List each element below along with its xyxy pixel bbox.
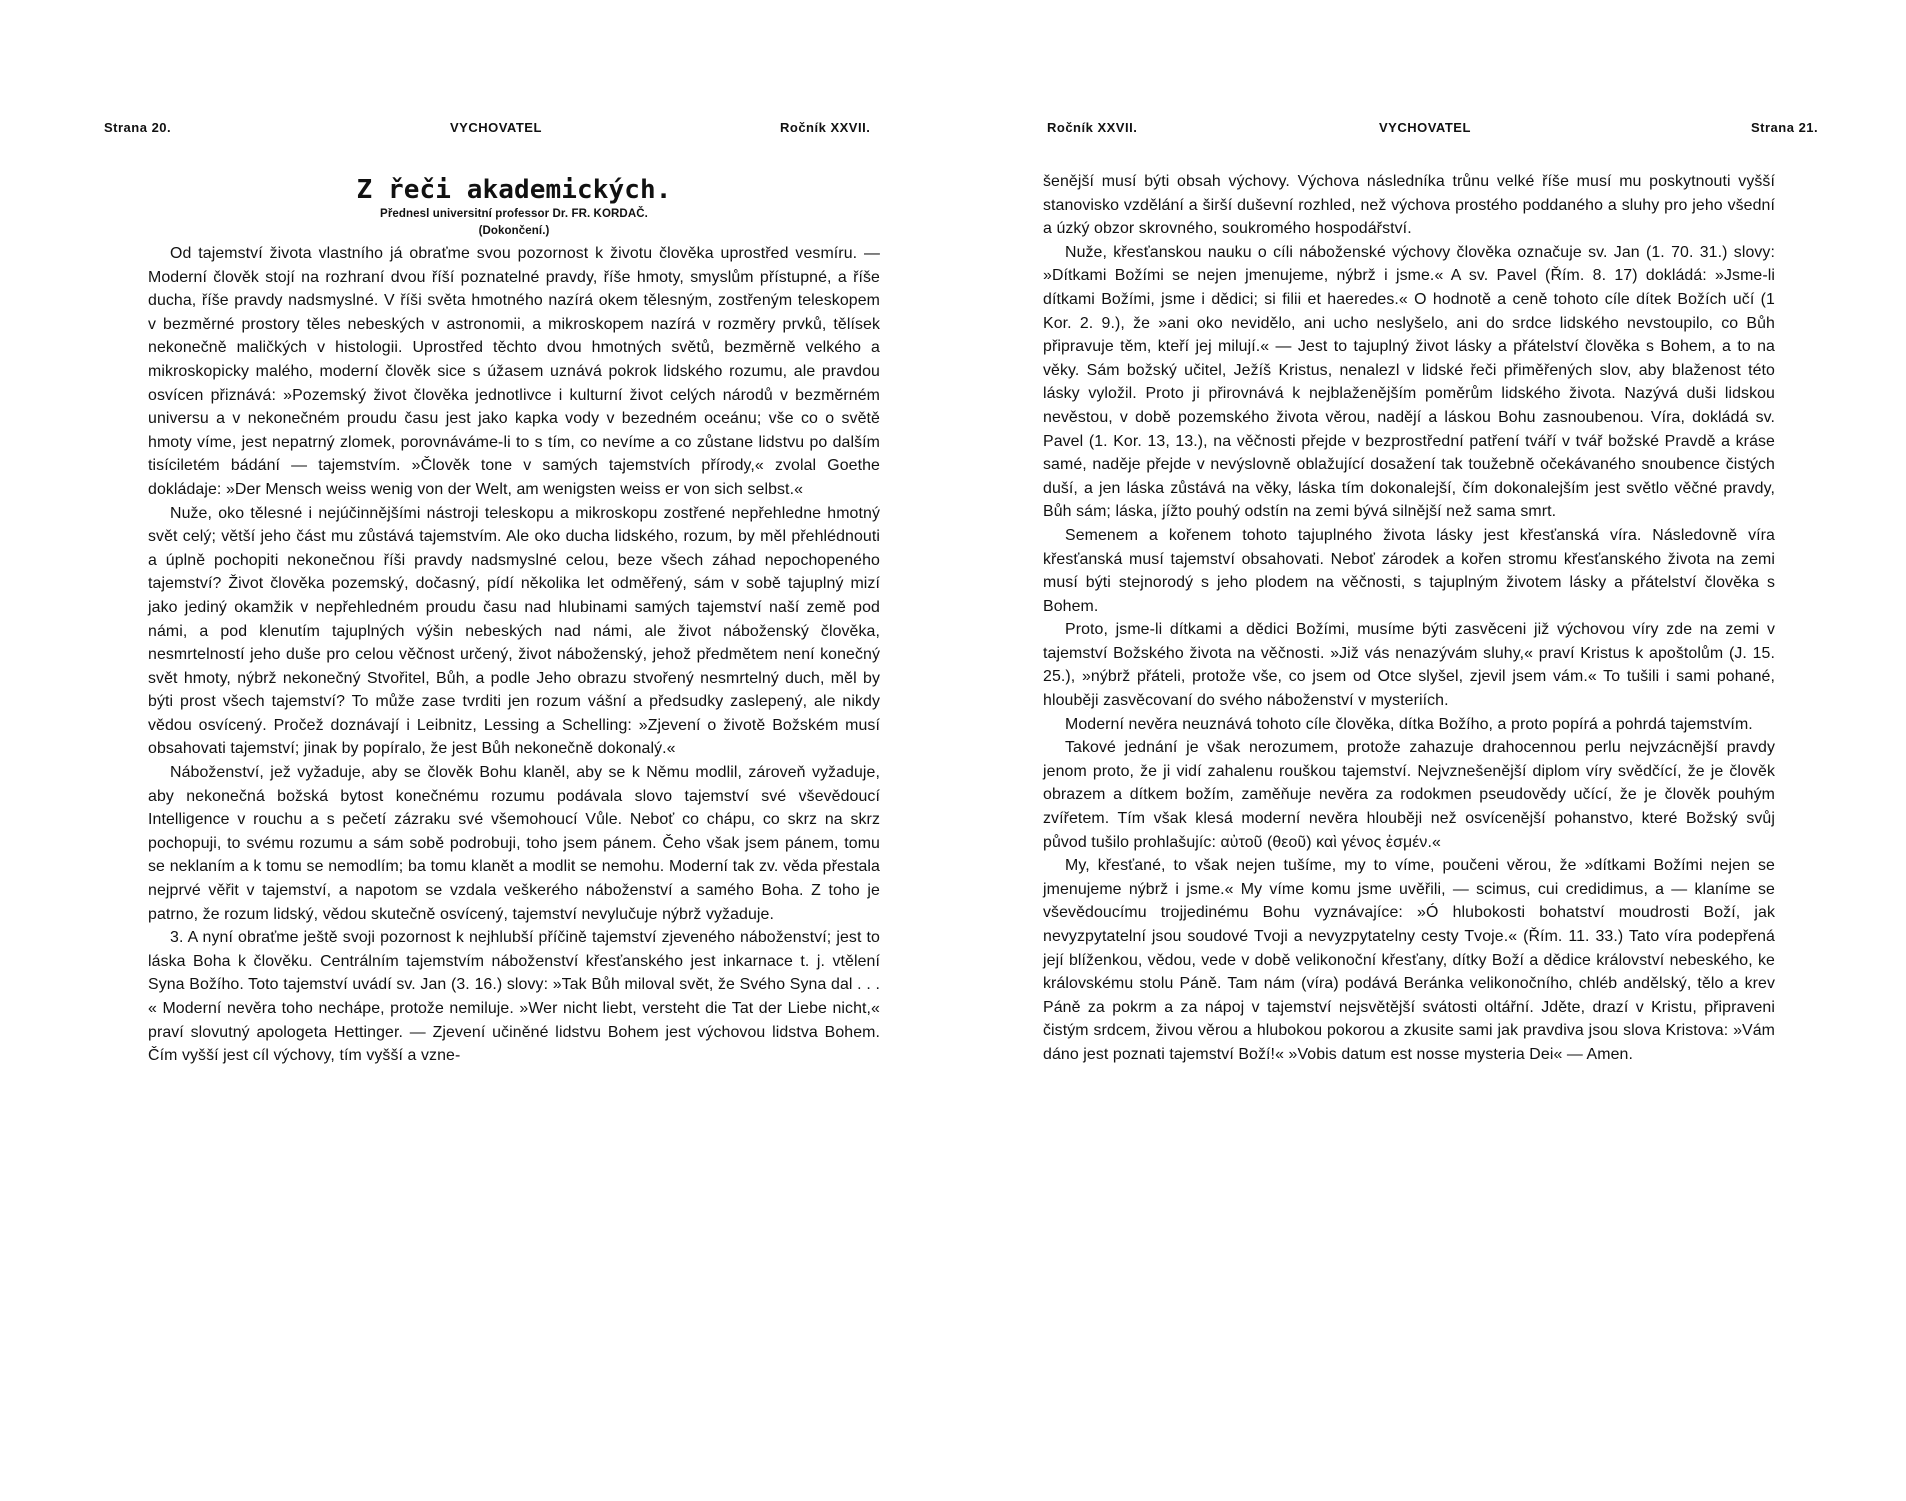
journal-title: VYCHOVATEL [1379,120,1471,135]
page-number: Strana 20. [104,120,172,135]
paragraph: šenější musí býti obsah výchovy. Výchova následníka trůnu velké říše musí mu poskytnouti vyšší stanovisko vzdělání a širší duševní rozhled, než výchova prostého poddaného a sluhy pro jeho všední a úzký obzor skrovného, soukromého hospodářství. [1043,173,1775,238]
article-byline: Přednesl universitní professor Dr. FR. KORDAČ. [380,208,648,220]
paragraph: My, křesťané, to však nejen tušíme, my to víme, poučeni věrou, že »dítkami Božími nejen se jmenujeme nýbrž i jsme.« My víme komu jsme uvěřili, — scimus, cui credidimus, a — klaníme se vševědoucímu trojjedinému Bohu vyznávajíce: »Ó hlubokosti bohatství moudrosti Boží, jak nevyzpytatelní jsou soudové Tvoji a nevyzpytatelny cesty Tvoje.« (Řím. 11. 33.) Tato víra podepřená její blíženkou, vědou, vede v době velikonoční křesťany, dítky Boží a dědice království nebeského, ke královskému stolu Páně. Tam nám (víra) podává Beránka velikonočního, chléb andělský, tělo a krev Páně za pokrm a za nápoj v tajemství nejsvětější svátosti oltářní. Jděte, drazí v Kristu, připraveni čistým srdcem, živou věrou a hlubokou pokorou a zkusite sami jak pravdiva jsou slova Kristova: »Vám dáno jest poznati tajemství Boží!« »Vobis datum est nosse mysteria Dei« — Amen. [1043,857,1775,1063]
right-page [953,0,1906,1501]
article-title: Z řeči akademických. [356,175,672,205]
paragraph: Semenem a kořenem tohoto tajuplného života lásky jest křesťanská víra. Následovně víra křesťanská musí tajemství obsahovati. Neboť zárodek a kořen stromu křesťanského života na zemi musí býti stejnorodý s jeho plodem na věčnosti, s tajuplným životem lásky a přátelství člověka s Bohem. [1043,526,1775,615]
left-column [148,170,880,1068]
volume-label: Ročník XXVII. [1047,120,1138,135]
journal-title: VYCHOVATEL [450,120,542,135]
volume-label: Ročník XXVII. [780,120,871,135]
paragraph: Náboženství, jež vyžaduje, aby se člověk Bohu klaněl, aby se k Němu modlil, zároveň vyžaduje, aby nekonečná božská bytost konečnému rozumu podávala slovo tajemství své vševědoucí Intelligence v rouchu a s pečetí zázraku své všemohoucí Vůle. Neboť co chápu, co skrz na skrz pochopuji, to svému rozumu a sám sobě podrobuji, toho jsem pánem. Čeho však jsem pánem, tomu se neklaním a k tomu se nemodlím; ba tomu klanět a modlit se nemohu. Moderní tak zv. věda přestala nejprvé věřit v tajemství, a napotom se vzdala veškerého náboženství a samého Boha. Z toho je patrno, že rozum lidský, vědou skutečně osvícený, tajemství nevylučuje nýbrž vyžaduje. [148,764,880,923]
right-column [1043,170,1775,1067]
paragraph: Nuže, křesťanskou nauku o cíli náboženské výchovy člověka označuje sv. Jan (1. 70. 31.) slovy: »Dítkami Božími se nejen jmenujeme, nýbrž i jsme.« A sv. Pavel (Řím. 8. 17) dokládá: »Jsme-li dítkami Božími, jsme i dědici; si filii et haeredes.« O hodnotě a ceně tohoto cíle dítek Božích učí (1 Kor. 2. 9.), že »ani oko nevidělo, ani ucho neslyšelo, ani do srdce lidského nevstoupilo, co Bůh připravuje těm, kteří jej milují.« — Jest to tajuplný život lásky a přátelství člověka s Bohem, a to na věky. Sám božský učitel, Ježíš Kristus, nenalezl v lidské řeči přiměřených slov, aby blaženost této lásky vyložil. Proto ji přirovnává k nejblaženějším poměrům lidského života. Nazývá duši lidskou nevěstou, v době pozemského života věrou, nadějí a láskou Bohu zasnoubenou. Víra, dokládá sv. Pavel (1. Kor. 13, 13.), na věčnosti přejde v bezprostřední patření tváří v tvář božské Pravdě a kráse samé, naděje přejde v nevýslovně oblažující dosažení tak toužebně očekávaného snoubence čistých duší, a jen láska zůstává na věky, láska tím dokonalejší, čím dokonalejším jest světlo věčné pravdy, Bůh sám; láska, jížto pouhý odstín na zemi bývá silnější než sama smrt. [1043,243,1775,521]
paragraph: Takové jednání je však nerozumem, protože zahazuje drahocennou perlu nejvzácnější pravdy jenom proto, že ji vidí zahalenu rouškou tajemství. Nejvznešenější diplom víry svědčící, že je člověk obrazem a dítkem božím, zaměňuje nevěra za rodokmen pseudovědy učící, že je člověk pouhým zvířetem. Tím však klesá moderní nevěra hlouběji než osvícenější pohanstvo, které Božský svůj původ tušilo prohlašujíc: αὐτοῦ (θεοῦ) καὶ γένος ἐσμέν.« [1043,739,1775,851]
paragraph: Od tajemství života vlastního já obraťme svou pozornost k životu člověka uprostřed vesmíru. — Moderní člověk stojí na rozhraní dvou říší poznatelné pravdy, říše hmoty, smyslům přístupné, a říše ducha, říše pravdy nadsmyslné. V říši světa hmotného nazírá okem tělesným, zostřeným teleskopem v bezměrné prostory těles nebeských v astronomii, a mikroskopem nazírá v rozměry prvků, tělísek nekonečně maličkých v histologii. Uprostřed těchto dvou hmotných světů, bezměrně velkého a mikroskopicky malého, moderní člověk sice s úžasem uznává pokrok lidského rozumu, ale pravdou osvícen přiznává: »Pozemský život člověka jednotlivce i kulturní život celých národů v bezměrném universu a v nekonečném proudu času jest jako kapka vody v bezedném oceánu; vše co o světě hmoty víme, jest nepatrný zlomek, porovnáváme-li to s tím, co nevíme a co zůstane lidstvu po dalším tisíciletém bádání — tajemstvím. »Člověk tone v samých tajemstvích přírody,« zvolal Goethe dokládaje: »Der Mensch weiss wenig von der Welt, am wenigsten weiss er von sich selbst.« [148,245,880,498]
article-continued-note: (Dokončení.) [478,225,550,237]
paragraph: Nuže, oko tělesné i nejúčinnějšími nástroji teleskopu a mikroskopu zostřené nepřehledne hmotný svět celý; větší jeho část mu zůstává tajemstvím. Ale oko ducha lidského, rozum, by měl přehlédnouti a úplně pochopiti nekonečnou říši pravdy nadsmyslné celou, beze všech záhad nepochopeného tajemství? Život člověka pozemský, dočasný, pídí několika let odměřený, sám v sobě tajuplný mizí jako jediný okamžik v nepřehledném proudu času nad hlubinami samých tajemství naší země pod námi, a pod klenutím tajuplných výšin nebeských nad námi, ale život náboženský člověka, nesmrtelností jeho duše pro celou věčnost určený, život náboženský, jehož předmětem není konečný svět hmoty, nýbrž nekonečný Stvořitel, Bůh, a podle Jeho obrazu stvořený nesmrtelný duch, měl by býti prost všech tajemství? To může zase tvrditi jen rozum vášní a předsudky zaslepený, ale nikdy vědou osvícený. Pročež doznávají i Leibnitz, Lessing a Schelling: »Zjevení o životě Božském musí obsahovati tajemství; jinak by popíralo, že jest Bůh nekonečně dokonalý.« [148,504,880,758]
paragraph: 3. A nyní obraťme ještě svoji pozornost k nejhlubší příčině tajemství zjeveného náboženství; jest to láska Boha k člověku. Centrálním tajemstvím náboženství křesťanského jest inkarnace t. j. vtělení Syna Božího. Toto tajemství uvádí sv. Jan (3. 16.) slovy: »Tak Bůh miloval svět, že Svého Syna dal . . . « Moderní nevěra toho nechápe, protože nemiluje. »Wer nicht liebt, versteht die Tat der Liebe nicht,« praví slovutný apologeta Hettinger. — Zjevení učiněné lidstvu Bohem jest výchovou lidstva Bohem. Čím vyšší jest cíl výchovy, tím vyšší a vzne- [148,929,880,1065]
paragraph: Moderní nevěra neuznává tohoto cíle člověka, dítka Božího, a proto popírá a pohrdá tajemstvím. [1065,715,1753,733]
page-number: Strana 21. [1751,120,1819,135]
paragraph: Proto, jsme-li dítkami a dědici Božími, musíme býti zasvěceni již výchovou víry zde na zemi v tajemství Božského života na věčnosti. »Již vás nenazývám sluhy,« praví Kristus k apoštolům (J. 15. 25.), »nýbrž přáteli, protože vše, co jsem od Otce slyšel, zjevil jsem vám.« To tušili i sami pohané, hlouběji zasvěcovaní do svého náboženství v mysteriích. [1043,621,1775,710]
